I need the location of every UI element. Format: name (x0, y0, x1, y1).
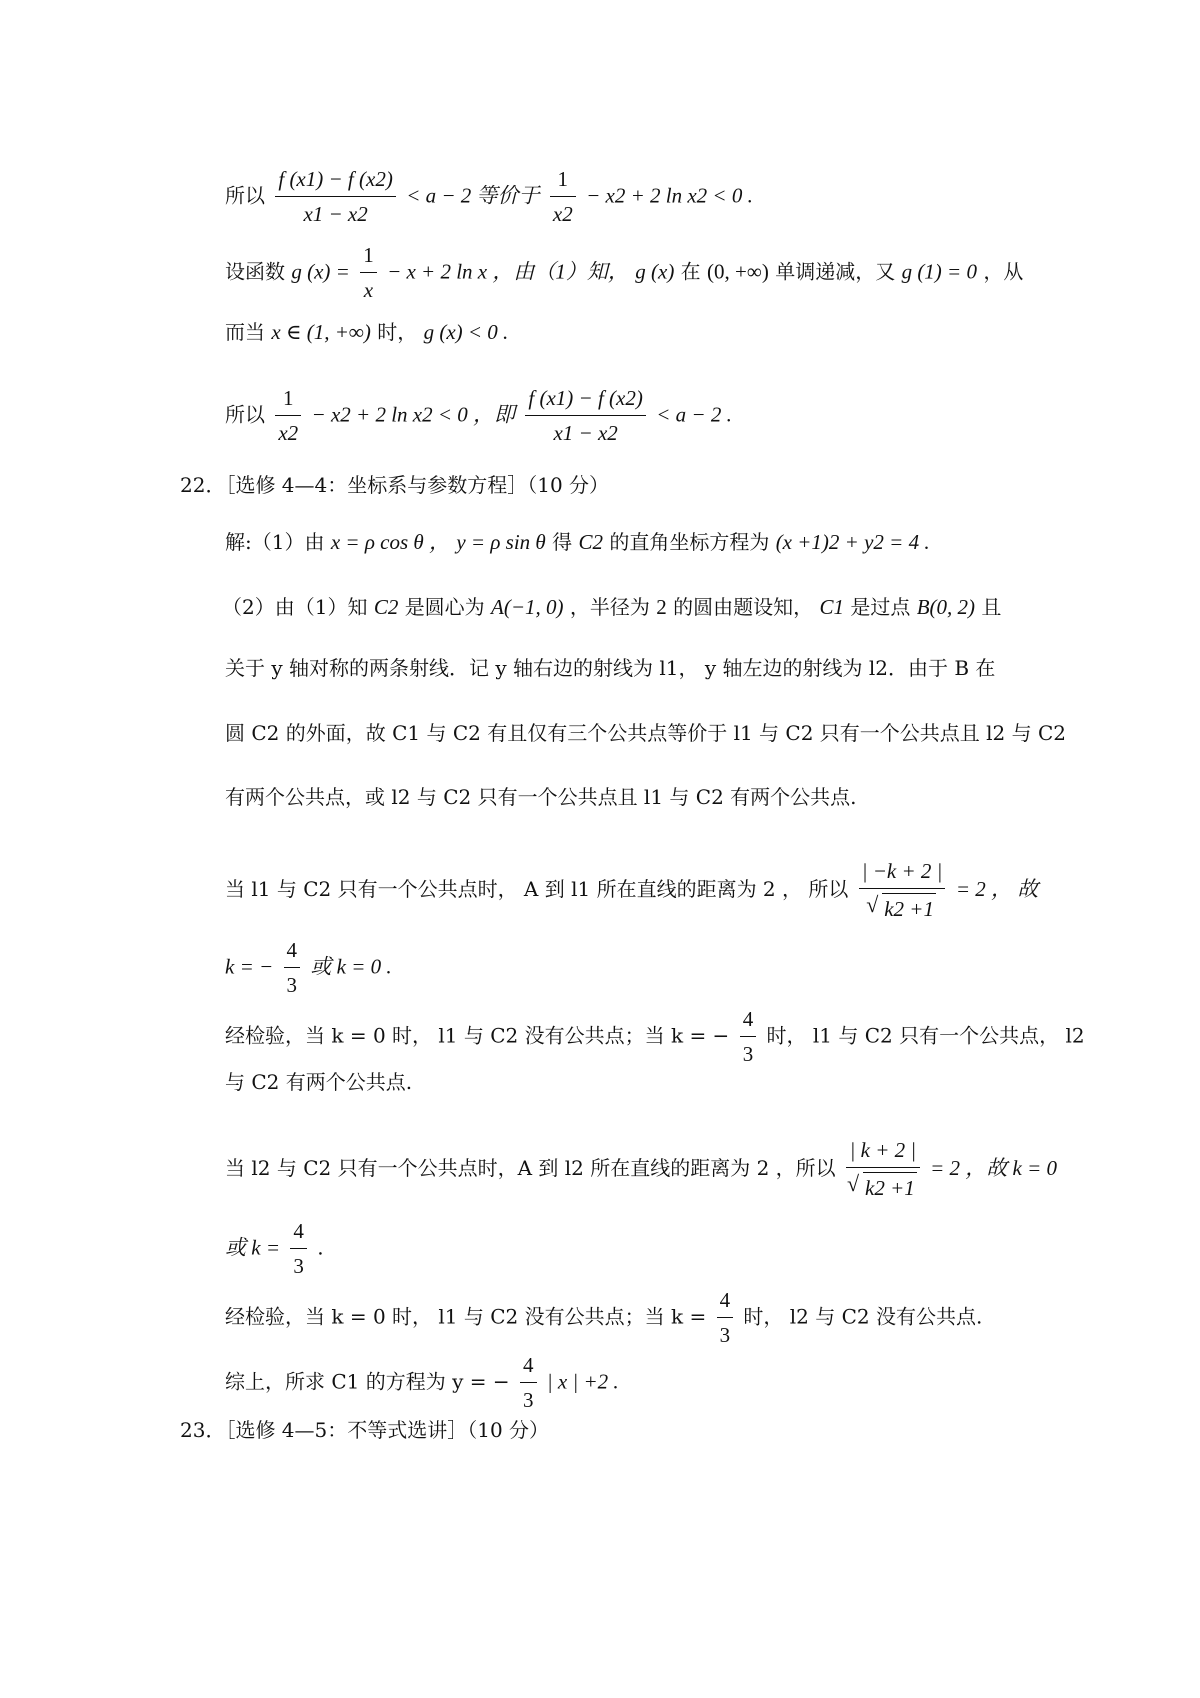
frac-den: 3 (719, 1323, 731, 1348)
math: C1 (819, 595, 844, 619)
text: 所以 (225, 402, 265, 427)
fraction-four-thirds (740, 1006, 757, 1068)
frac-den: x2 (552, 202, 573, 227)
frac-num: 1 (550, 166, 576, 197)
math: C2 (373, 595, 399, 619)
text: ，从 (983, 259, 1024, 284)
frac-num: 4 (717, 1287, 734, 1318)
fraction-distance (846, 1137, 920, 1202)
fraction-four-thirds (290, 1218, 307, 1280)
math: (0, +∞) (707, 259, 769, 284)
frac-den: 3 (742, 1042, 754, 1067)
frac-num: | −k + 2 | (859, 858, 946, 889)
text: ，半径为 (569, 595, 650, 619)
frac-den: x2 (278, 421, 299, 446)
math: (x +1)2 + y2 = 4 . (775, 530, 930, 554)
text: 是过点 (850, 595, 911, 619)
text: . (317, 1235, 324, 1260)
text: 经检验，当 k = 0 时， l1 与 C2 没有公共点；当 k = − (225, 1023, 730, 1048)
frac-num: 1 (275, 385, 301, 416)
math: x ∈ (1, +∞) (271, 320, 371, 344)
math: g (x) = (291, 259, 350, 284)
text: 经检验，当 k = 0 时， l1 与 C2 没有公共点；当 k = (225, 1304, 707, 1329)
frac-num: f (x1) − f (x2) (525, 385, 645, 416)
math: C2 (578, 530, 603, 554)
fraction-difference-quotient (525, 385, 645, 447)
text: 在 (680, 259, 701, 284)
math: g (x) (635, 259, 675, 284)
frac-den: k2 +1 (882, 893, 936, 922)
frac-num: | k + 2 | (846, 1137, 920, 1168)
line-circle-outside (225, 723, 1066, 743)
frac-num: 4 (740, 1006, 757, 1037)
frac-den: x (363, 278, 374, 303)
line-k-values-2 (225, 1218, 324, 1280)
line-part1-solution (225, 532, 930, 553)
frac-den: 3 (293, 1254, 304, 1279)
text: < a − 2 . (656, 402, 732, 427)
text: 综上，所求 C1 的方程为 y = − (225, 1369, 510, 1394)
text: 关于 y 轴对称的两条射线．记 y 轴右边的射线为 l1， y 轴左边的射线为 l2．由于 B 在 (225, 656, 996, 680)
frac-den: x1 − x2 (553, 421, 618, 446)
frac-den: 3 (523, 1388, 534, 1413)
frac-num: 1 (360, 242, 377, 273)
text: 有两个公共点，或 l2 与 C2 只有一个公共点且 l1 与 C2 有两个公共点. (225, 785, 857, 809)
line-rays (225, 658, 995, 678)
text: 设函数 (225, 259, 285, 284)
frac-den: 3 (286, 973, 298, 998)
text: − x + 2 ln x ，由（1）知， (387, 259, 629, 284)
line-l2-distance (225, 1137, 1057, 1202)
line-check-1 (225, 1006, 1085, 1068)
line-two-points (225, 787, 857, 807)
frac-num: 4 (520, 1352, 537, 1383)
frac-den: x1 − x2 (303, 202, 368, 227)
sqrt (849, 1172, 917, 1201)
frac-num: 4 (290, 1218, 307, 1249)
text: 单调递减，又 (775, 259, 896, 284)
question-23-heading (180, 1420, 549, 1440)
line-g-negative (225, 322, 508, 343)
text: − x2 + 2 ln x2 < 0 . (586, 183, 753, 208)
question-22-heading (180, 475, 609, 495)
fraction-reciprocal (275, 385, 301, 447)
text: − x2 + 2 ln x2 < 0 ，即 (311, 402, 516, 427)
line-define-g (225, 242, 1023, 304)
math: 2 (656, 595, 667, 619)
math: A(−1, 0) (491, 595, 564, 619)
line-l1-distance (225, 858, 1038, 923)
frac-num: 4 (284, 937, 301, 968)
fraction-distance (859, 858, 946, 923)
math: 或 k = (225, 1235, 280, 1260)
line-k-values-1 (225, 937, 392, 999)
sqrt (868, 893, 936, 922)
text: 圆 C2 的外面，故 C1 与 C2 有且仅有三个公共点等价于 l1 与 C2 只有一个公共点且 l2 与 C2 (225, 721, 1067, 745)
fraction-one-over-x (360, 242, 377, 304)
text: 当 l1 与 C2 只有一个公共点时， A 到 l1 所在直线的距离为 2 ， 所以 (225, 876, 849, 901)
text: 是圆心为 (404, 595, 485, 619)
text: （2）由（1）知 (222, 595, 368, 619)
math: k = − (225, 954, 274, 979)
frac-num: f (x1) − f (x2) (275, 166, 395, 197)
fraction-four-thirds (520, 1352, 537, 1414)
text: 所以 (225, 183, 265, 208)
text: 而当 (225, 320, 265, 344)
line-final-answer (225, 1352, 619, 1414)
text: = 2 ，故 k = 0 (930, 1155, 1058, 1180)
math: g (x) < 0 . (423, 320, 509, 344)
text: 解:（1）由 (225, 530, 325, 554)
math: B(0, 2) (916, 595, 976, 619)
text: < a − 2 等价于 (406, 183, 540, 208)
fraction-four-thirds (717, 1287, 734, 1349)
text: 与 C2 有两个公共点. (225, 1070, 413, 1094)
text: 时， (377, 320, 418, 344)
math: y = ρ sin θ (456, 530, 546, 554)
heading-text: 22．［选修 4—4：坐标系与参数方程］（10 分） (180, 473, 610, 497)
text: 时， l1 与 C2 只有一个公共点， l2 (766, 1023, 1085, 1048)
math: g (1) = 0 (901, 259, 977, 284)
fraction-reciprocal (550, 166, 576, 228)
text: 得 (552, 530, 573, 554)
line-conclusion-equivalence (225, 166, 753, 228)
heading-text: 23．［选修 4—5：不等式选讲］（10 分） (180, 1418, 550, 1442)
text: 或 k = 0 . (310, 954, 392, 979)
fraction-difference-quotient (275, 166, 395, 228)
text: 的直角坐标方程为 (609, 530, 770, 554)
text: 的圆由题设知， (673, 595, 814, 619)
math: | x | +2 . (546, 1369, 619, 1394)
text: 且 (981, 595, 1002, 619)
text: 时， l2 与 C2 没有公共点. (743, 1304, 983, 1329)
text: = 2 ， 故 (955, 876, 1039, 901)
line-check-2 (225, 1287, 982, 1349)
math: x = ρ cos θ ， (330, 530, 450, 554)
line-two-common-points (225, 1072, 412, 1092)
text: 当 l2 与 C2 只有一个公共点时，A 到 l2 所在直线的距离为 2 ，所以 (225, 1155, 836, 1180)
fraction-four-thirds (284, 937, 301, 999)
line-therefore (225, 385, 732, 447)
line-part2-intro (222, 597, 1001, 618)
frac-den: k2 +1 (863, 1172, 917, 1201)
